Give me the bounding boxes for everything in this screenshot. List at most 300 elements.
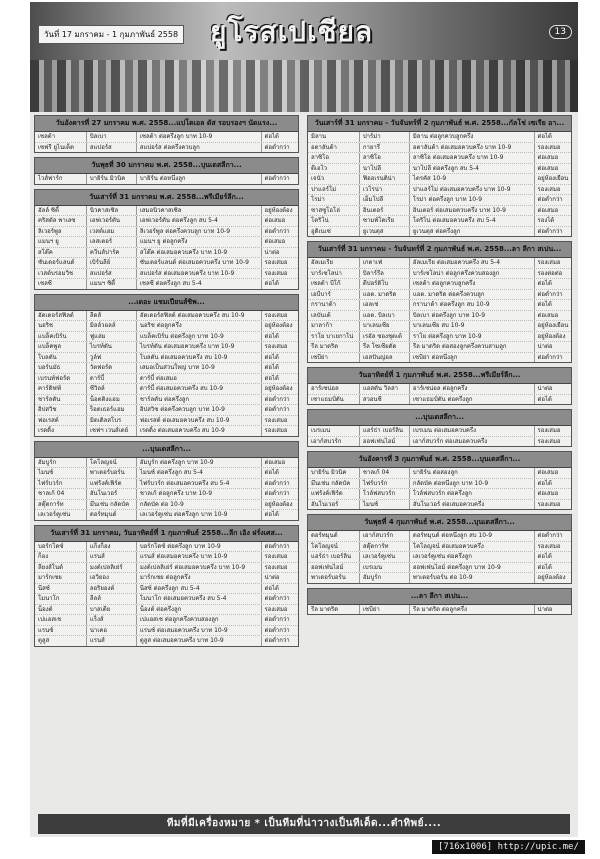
home-team: ซันเดอร์แลนด์ [35, 258, 87, 268]
prediction: อยู่ห้องต้อง [264, 385, 293, 392]
away-team: อินเตอร์ [360, 206, 410, 216]
prediction: ต่อต่ำกว่า [537, 353, 563, 361]
fixture-section [34, 157, 299, 185]
away-team: แฟร้งค์เฟิร์ต [87, 479, 137, 489]
masthead-banner [30, 2, 578, 112]
away-team: บายิร์น มิวนิค [87, 174, 137, 184]
home-team: แฮร์ธ่า เบอร์ลิน [308, 552, 360, 562]
fixture-row [35, 279, 298, 289]
home-team: เลบันเต้ [308, 311, 360, 321]
away-team: บิลาร์รีล [360, 269, 410, 279]
home-team: เชลซี [35, 279, 87, 289]
fixture-row [35, 426, 298, 436]
fixture-row [308, 573, 571, 583]
fixture-row [308, 552, 571, 563]
home-team: ชาลเก้ 04 [35, 489, 87, 499]
home-team: น็องต์ [35, 605, 87, 615]
fixture-section [34, 294, 299, 437]
fixture-row [308, 153, 571, 164]
prediction: ต่อเสมอ [264, 458, 286, 466]
away-team: เวสต์แฮม [87, 227, 137, 237]
fixture-row [35, 395, 298, 406]
issue-date: วันที่ 17 มกราคม - 1 กุมภาพันธ์ 2558 [38, 25, 184, 44]
away-team: ฮัมบูร์ก [360, 573, 410, 583]
odds-note: เชลซี ต่อครึ่งลูก สบ 5-4 [137, 279, 262, 289]
fixture-row [308, 479, 571, 490]
home-team: แรนซ์ [35, 626, 87, 636]
odds-note: ชาร์ลตัน ต่อครึ่งลูก [137, 395, 262, 405]
prediction: ต่อต่ำกว่า [264, 227, 290, 235]
home-team: แมนฯ ยู [35, 237, 87, 247]
section-header: ...บุนเดสลีกา... [308, 410, 571, 426]
away-team: ซีวิลล์ [87, 384, 137, 394]
fixture-row [308, 185, 571, 196]
away-team: แรนส์ [87, 552, 137, 562]
odds-note: เปแอสเช ต่อลูกครึ่งควบสองลูก [137, 615, 262, 625]
prediction: น่าต่อ [264, 574, 280, 581]
odds-note: ดาร์บี้ ต่อเสมอ [137, 374, 262, 384]
fixture-row [35, 489, 298, 500]
home-team: มึนเช่น กลัดบัค [308, 479, 360, 489]
away-team: แอต. บิลเบา [360, 311, 410, 321]
home-team: ฮอฟเฟ่นไฮม์ [308, 563, 360, 573]
fixture-row [308, 132, 571, 143]
odds-note: มงต์เปลลิเย่ร์ ต่อเสมอควบครึ่ง บาท 10-9 [137, 563, 262, 573]
away-team: สตุ๊ตการ์ท [360, 542, 410, 552]
prediction: รองเสมอ [537, 259, 561, 266]
away-team: ฮอฟเฟ่นไฮม์ [360, 437, 410, 447]
fixture-row [308, 353, 571, 363]
fixture-row [308, 489, 571, 500]
prediction: ต่อต่ำกว่า [537, 290, 563, 298]
fixture-row [308, 258, 571, 269]
away-team: แอสตัน วิลล่า [360, 384, 410, 394]
home-team: สโต๊ค [35, 248, 87, 258]
odds-note: ไบรท์ตัน ต่อเสมอควบครึ่ง บาท 10-9 [137, 342, 262, 352]
away-team: ดีปอร์ติโบ [360, 279, 410, 289]
prediction: ต่อได้ [537, 479, 552, 487]
prediction: ต่อต่ำกว่า [264, 637, 290, 644]
prediction: ต่อเสมอ [537, 164, 559, 172]
newspaper-page [30, 2, 578, 837]
fixture-row [35, 573, 298, 584]
fixture-row [35, 563, 298, 574]
fixture-row [35, 626, 298, 637]
fixture-row [35, 227, 298, 238]
odds-note: ลาซิโอ ต่อเสมอควบครึ่ง บาท 10-9 [410, 153, 535, 163]
away-team: เลสเตอร์ [87, 237, 137, 247]
away-team: เวโรน่า [360, 185, 410, 195]
fixture-section [34, 525, 299, 647]
odds-note: ไมนซ์ ต่อครึ่งลูก สบ 5-4 [137, 468, 262, 478]
away-team: ควีนส์ปาร์ค [87, 248, 137, 258]
away-team: ลีดส์ [87, 311, 137, 321]
prediction: ต่อต่ำกว่า [264, 490, 290, 497]
home-team: แฟร้งค์เฟิร์ต [308, 489, 360, 499]
odds-note: ดาร์บี้ ต่อเสมอควบครึ่ง สบ 10-9 [137, 384, 262, 394]
odds-note: โบลตัน ต่อเสมอควบครึ่ง สบ 10-9 [137, 353, 262, 363]
prediction: ต่อต่ำกว่า [264, 595, 290, 602]
fixture-row [308, 269, 571, 280]
away-team: เบรเมน [360, 563, 410, 573]
section-header: วันเสาร์ที่ 31 มกราคม - วันจันทร์ที่ 2 กุมภาพันธ์ พ.ศ. 2558...ลา ลีกา สเปน... [308, 242, 571, 258]
odds-note: บาร์เซโลน่า ต่อลูกครึ่งควบสองลูก [410, 269, 535, 279]
watermark: [716x1006] http://upic.me/ [432, 840, 585, 854]
prediction: ต่อได้ [537, 395, 552, 403]
away-team: ฟูแล่ม [87, 332, 137, 342]
home-team: ลียงส์โนด์ [35, 563, 87, 573]
away-team: พาเดอร์บอร์น [87, 468, 137, 478]
odds-note: มาร์กเซย ต่อลูกครึ่ง [137, 573, 262, 583]
odds-note: เซาแธมป์ตัน ต่อครึ่งลูก [410, 395, 535, 405]
odds-note: เรดดิ้ง ต่อเสมอควบครึ่ง สบ 10-9 [137, 426, 262, 436]
odds-note: ฮัมบูร์ก ต่อครึ่งลูก บาท 10-9 [137, 458, 262, 468]
home-team: คาร์ดิฟฟ์ [35, 384, 87, 394]
odds-note: แมนฯ ยู ต่อลูกครึ่ง [137, 237, 262, 247]
home-team: ราโย บาเยกาโน่ [308, 332, 360, 342]
odds-note: พาเดอร์บอร์น ต่อ 10-9 [410, 573, 535, 583]
prediction: ต่อต่ำกว่า [264, 143, 290, 151]
prediction: รองได้ [537, 217, 555, 224]
prediction: ต่อต่ำกว่า [537, 196, 563, 203]
away-team: แร็งส์ [87, 615, 137, 625]
prediction: ต่อต่ำกว่า [537, 227, 563, 235]
prediction: ต่อต่ำกว่า [264, 406, 290, 413]
prediction: รองเสมอ [537, 427, 561, 434]
prediction: รองเสมอ [264, 553, 288, 560]
away-team: โคโลญจน์ [87, 458, 137, 468]
away-team: เซบีย่า [360, 605, 410, 615]
home-team: คริสตัล พาเลซ [35, 216, 87, 226]
home-team: ก็อง [35, 552, 87, 562]
prediction: รองเสมอ [264, 605, 288, 613]
fixture-row [35, 374, 298, 385]
odds-note: ฮัดเดอร์สฟิลด์ ต่อเสมอควบครึ่ง สบ 10-9 [137, 311, 262, 321]
home-team: แบล็คพูล [35, 342, 87, 352]
away-team: แมนฯ ซิตี้ [87, 279, 137, 289]
away-team: ฮันโนเวอร์ [87, 489, 137, 499]
fixture-row [35, 605, 298, 616]
odds-note: โวล์ฟสบวร์ก ต่อครึ่งลูก [410, 489, 535, 499]
prediction: ต่อได้ [264, 133, 279, 140]
away-team: กายารี่ [360, 143, 410, 153]
fixture-row [308, 290, 571, 301]
home-team: ฮันโนเวอร์ [308, 500, 360, 510]
home-team: เลเวอร์คูเซ่น [35, 510, 87, 520]
home-team: ฟอเรสต์ [35, 416, 87, 426]
prediction: น่าต่อ [537, 343, 553, 350]
prediction: ต่อได้ [264, 353, 279, 361]
fixture-row [35, 269, 298, 280]
odds-note: แรนซ์ ต่อเสมอควบครึ่ง บาท 10-9 [137, 626, 262, 636]
away-team: ลาซิโอ [360, 153, 410, 163]
fixture-row [308, 542, 571, 553]
odds-note: รีล มาดริด ต่อลูกครึ่ง [410, 605, 535, 615]
odds-note: เบรเมน ต่อเสมอควบครึ่ง [410, 426, 535, 436]
fixture-row [308, 216, 571, 227]
fixture-row [35, 363, 298, 374]
fixture-row [308, 395, 571, 405]
odds-note: แบล็คเบิร์น ต่อครึ่งลูก บาท 10-9 [137, 332, 262, 342]
fixture-row [308, 426, 571, 437]
fixture-row [308, 468, 571, 479]
odds-note: เอฟเวอร์ตัน ต่อครึ่งลูก สบ 5-4 [137, 216, 262, 226]
section-header: วันเสาร์ที่ 31 มกราคม พ.ศ. 2558...พรีเมียร์ลีก... [35, 190, 298, 206]
fixture-row [35, 132, 298, 143]
away-team: เอ็มโปลี [360, 195, 410, 205]
section-header: วันอังคารที่ 3 กุมภาพันธ์ พ.ศ. 2558...บุนเดสลีกา... [308, 452, 571, 468]
odds-note: ยูเวนตุส ต่อครึ่งลูก [410, 227, 535, 237]
odds-note: สโต๊ค ต่อเสมอควบครึ่ง บาท 10-9 [137, 248, 262, 258]
section-header: วันอาทิตย์ที่ 1 กุมภาพันธ์ พ.ศ. 2558...พรีเมียร์ลีก... [308, 368, 571, 384]
home-team: ฮัดเดอร์สฟิลด์ [35, 311, 87, 321]
fixture-row [308, 143, 571, 154]
prediction: ต่อต่ำกว่า [537, 532, 563, 539]
prediction: ต่อต่ำกว่า [264, 175, 290, 182]
home-team: ตีเอโว [308, 164, 360, 174]
section-header: วันเสาร์ที่ 31 มกราคม - วันจันทร์ที่ 2 กุมภาพันธ์ พ.ศ. 2558...กัลโช่ เซเรีย อา... [308, 116, 571, 132]
odds-note: บายิร์น ต่อสองลูก [410, 468, 535, 478]
home-team: อิปสวิช [35, 405, 87, 415]
odds-note: มิลาน ต่อลูกควบลูกครึ่ง [410, 132, 535, 142]
home-team: อัลเมเรีย [308, 258, 360, 268]
home-team: เซาแธมป์ตัน [308, 395, 360, 405]
away-team: บาเลนเซีย [360, 321, 410, 331]
home-team: เบรนท์ฟอร์ด [35, 374, 87, 384]
odds-note: ไฟร์บวร์ก ต่อเสมอควบครึ่ง สบ 5-4 [137, 479, 262, 489]
fixture-row [35, 594, 298, 605]
fixture-row [308, 563, 571, 574]
home-team: เซลต้า [35, 132, 87, 142]
odds-note: นอริช ต่อลูกครึ่ง [137, 321, 262, 331]
home-team: รีล มาดริด [308, 605, 360, 615]
odds-note: อาร์เซน่อล ต่อลูกครึ่ง [410, 384, 535, 394]
odds-note: กลัดบัค ต่อ 10-9 [137, 500, 262, 510]
odds-note: ฟอเรสต์ ต่อเสมอควบครึ่ง สบ 10-9 [137, 416, 262, 426]
home-team: โรม่า [308, 195, 360, 205]
odds-note: นีสซ์ ต่อครึ่งลูก สบ 5-4 [137, 584, 262, 594]
home-team: บอร์นมัธ [35, 363, 87, 373]
prediction: อยู่ห้องเยือน [537, 175, 569, 182]
fixture-row [308, 605, 571, 615]
fixture-row [35, 143, 298, 153]
fixture-section [307, 367, 572, 405]
fixture-row [35, 405, 298, 416]
away-team: ลีลล์ [87, 594, 137, 604]
away-team: แรนส์ [87, 636, 137, 646]
odds-note: บอร์กโดซ์ ต่อครึ่งลูก บาท 10-9 [137, 542, 262, 552]
crowd-photo [30, 60, 578, 112]
away-team: มงต์เปลลิเย่ร์ [87, 563, 137, 573]
away-team: เอลเช่ [360, 300, 410, 310]
away-team: ปาร์ม่า [360, 132, 410, 142]
home-team: ชาร์ลตัน [35, 395, 87, 405]
away-team: สแปอร์ส [87, 143, 137, 153]
odds-note: ตูลูส ต่อเสมอควบครึ่ง บาท 10-9 [137, 636, 262, 646]
odds-note: โรม่า ต่อครึ่งลูก บาท 10-9 [410, 195, 535, 205]
prediction: อยู่ห้องต้อง [264, 322, 293, 329]
fixture-row [308, 384, 571, 395]
odds-note: เซลต้า ต่อลูกควบลูกครึ่ง [410, 279, 535, 289]
prediction: ต่อได้ [264, 332, 279, 340]
home-team: สตุ๊ตการ์ท [35, 500, 87, 510]
prediction: รองเสมอ [537, 185, 561, 193]
home-team: นอริช [35, 321, 87, 331]
odds-note: ฮอฟเฟ่นไฮม์ ต่อครึ่งลูก บาท 10-9 [410, 563, 535, 573]
away-team: น็อตติงแฮม [87, 395, 137, 405]
home-team: เอบีบาร์ [308, 290, 360, 300]
prediction: อยู่ห้องต้อง [264, 500, 293, 508]
prediction: อยู่ห้องต้อง [537, 574, 566, 581]
home-team: พาเดอร์บอร์น [308, 573, 360, 583]
home-team: มิลาน [308, 132, 360, 142]
home-team: เบรเมน [308, 426, 360, 436]
away-team: บิลเบา [87, 132, 137, 142]
odds-note: เซลต้า ต่อครึ่งลูก บาท 10-9 [137, 132, 262, 142]
away-team: รีล โซเซียดัด [360, 342, 410, 352]
prediction: น่าต่อ [264, 248, 280, 256]
away-team: ร็อตเธอร์แฮม [87, 405, 137, 415]
away-team: เกตาเฟ่ [360, 258, 410, 268]
prediction: รองเสมอ [537, 542, 561, 550]
away-team: มิลล์วอลล์ [87, 321, 137, 331]
odds-note: โตริโน่ ต่อเสมอควบครึ่ง สบ 5-4 [410, 216, 535, 226]
away-team: น่าเคอ [87, 626, 137, 636]
fixture-row [35, 311, 298, 322]
prediction: รองเสมอ [537, 143, 561, 151]
fixture-row [35, 479, 298, 490]
prediction: รองเสมอ [264, 269, 288, 277]
fixture-row [308, 342, 571, 353]
away-team: สแปอร์ส [87, 269, 137, 279]
fixture-row [308, 195, 571, 206]
prediction: ต่อเสมอ [537, 154, 559, 161]
home-team: เซฟรี ยูไนเต็ด [35, 143, 87, 153]
away-team: ไมนซ์ [360, 500, 410, 510]
home-team: มาลาก้า [308, 321, 360, 331]
odds-note: ดอร์ทมุนด์ ต่อหนึ่งลูก สบ 10-9 [410, 531, 535, 541]
prediction: ต่อได้ [537, 133, 552, 140]
away-team: วัตฟอร์ด [87, 363, 137, 373]
prediction: ต่อได้ [264, 364, 279, 371]
section-header: วันเสาร์ที่ 31 มกราคม, วันอาทิตย์ที่ 1 กุมภาพันธ์ 2558...ลีก เอิง ฝรั่งเศส... [35, 526, 298, 542]
fixture-row [35, 384, 298, 395]
fixture-row [308, 174, 571, 185]
fixture-row [308, 311, 571, 322]
away-team: ดาร์บี้ [87, 374, 137, 384]
prediction: รองเสมอ [264, 563, 288, 571]
prediction: รองเสมอ [537, 500, 561, 508]
home-team: เอาก์สบวร์ก [308, 437, 360, 447]
fixture-row [35, 615, 298, 626]
section-header: วันพุธที่ 30 มกราคม พ.ศ. 2558...บุนเดสลีกา... [35, 158, 298, 174]
home-team: ฮัมบูร์ก [35, 458, 87, 468]
home-team: เซลต้า บีโก้ [308, 279, 360, 289]
prediction: ต่อต่ำกว่า [264, 395, 290, 403]
home-team: โตริโน่ [308, 216, 360, 226]
home-team: เวสต์บรอมวิช [35, 269, 87, 279]
home-team: ปาแลร์โม่ [308, 185, 360, 195]
home-team: เปแอสเช [35, 615, 87, 625]
fixture-row [308, 332, 571, 343]
fixture-section [307, 241, 572, 363]
section-title: ยูโรสเปเชียล [210, 15, 374, 48]
prediction: ต่อได้ [537, 280, 552, 287]
fixture-row [35, 416, 298, 427]
home-team: โคโลญจน์ [308, 542, 360, 552]
away-team: แฮร์ธ่า เบอร์ลิน [360, 426, 410, 436]
away-team: ฟิออเรนติน่า [360, 174, 410, 184]
odds-note: อตาลันต้า ต่อเสมอควบครึ่ง บาท 10-9 [410, 143, 535, 153]
fixture-row [35, 500, 298, 511]
section-header: ...เดอะ แชมเปียนส์ชิพ... [35, 295, 298, 311]
fixture-section [307, 451, 572, 510]
section-header: ...บุนเดสลีกา... [35, 442, 298, 458]
fixture-row [35, 332, 298, 343]
home-team: บอร์กโดซ์ [35, 542, 87, 552]
prediction: ต่อต่ำกว่า [264, 626, 290, 634]
fixture-row [35, 458, 298, 469]
home-team: เซบีย่า [308, 353, 360, 363]
away-team: เบิร์นลีย์ [87, 258, 137, 268]
prediction: ต่อได้ [264, 511, 279, 518]
fixture-section [307, 514, 572, 584]
home-team: บายิร์น มิวนิค [308, 468, 360, 478]
home-team: เจนัว [308, 174, 360, 184]
prediction: อยู่ห้องต้อง [537, 332, 566, 340]
prediction: น่าต่อ [537, 385, 553, 392]
away-team: เลเวอร์คูเซ่น [360, 552, 410, 562]
odds-note: บิลเบา ต่อครึ่งลูก บาท 10-9 [410, 311, 535, 321]
away-team: แก็งก็อง [87, 542, 137, 552]
fixture-row [308, 300, 571, 311]
home-team: นีสซ์ [35, 584, 87, 594]
home-team: แบล็คเบิร์น [35, 332, 87, 342]
odds-note: น็องต์ ต่อครึ่งลูก [137, 605, 262, 615]
fixture-row [35, 468, 298, 479]
home-team: ซาสซูโอโล่ [308, 206, 360, 216]
home-team: ตูลูส [35, 636, 87, 646]
home-team: โมนาโก [35, 594, 87, 604]
fixture-section [307, 588, 572, 616]
fixture-row [35, 206, 298, 217]
fixture-row [35, 216, 298, 227]
odds-note: ฮันโนเวอร์ ต่อเสมอควบครึ่ง [410, 500, 535, 510]
away-team: เอสปันญ่อล [360, 353, 410, 363]
fixture-section [34, 189, 299, 290]
fixture-row [35, 636, 298, 646]
odds-note: อินเตอร์ ต่อเสมอควบครึ่ง บาท 10-9 [410, 206, 535, 216]
home-team: กรานาด้า [308, 300, 360, 310]
prediction: รองต่อต่อ [537, 269, 563, 277]
away-team: บาสเตีย [87, 605, 137, 615]
fixture-row [308, 437, 571, 447]
odds-note: แรนส์ ต่อเสมอควบครึ่ง บาท 10-9 [137, 552, 262, 562]
fixture-row [308, 500, 571, 510]
odds-note: เซบีย่า ต่อหนึ่งลูก [410, 353, 535, 363]
away-team: เอวิยอง [87, 573, 137, 583]
away-team: สวอนซี [360, 395, 410, 405]
right-column [307, 115, 572, 619]
home-team: บาร์เซโลน่า [308, 269, 360, 279]
away-team: ชาลเก้ 04 [360, 468, 410, 478]
away-team: นิวคาสเซิล [87, 206, 137, 216]
odds-note: สแปอร์ส ต่อเสมอควบครึ่ง บาท 10-9 [137, 269, 262, 279]
odds-note: อัลเมเรีย ต่อเสมอควบครึ่ง สบ 5-4 [410, 258, 535, 268]
prediction: ต่อได้ [264, 584, 279, 592]
odds-note: ราโย ต่อครึ่งลูก บาท 10-9 [410, 332, 535, 342]
home-team: รีล มาดริด [308, 342, 360, 352]
